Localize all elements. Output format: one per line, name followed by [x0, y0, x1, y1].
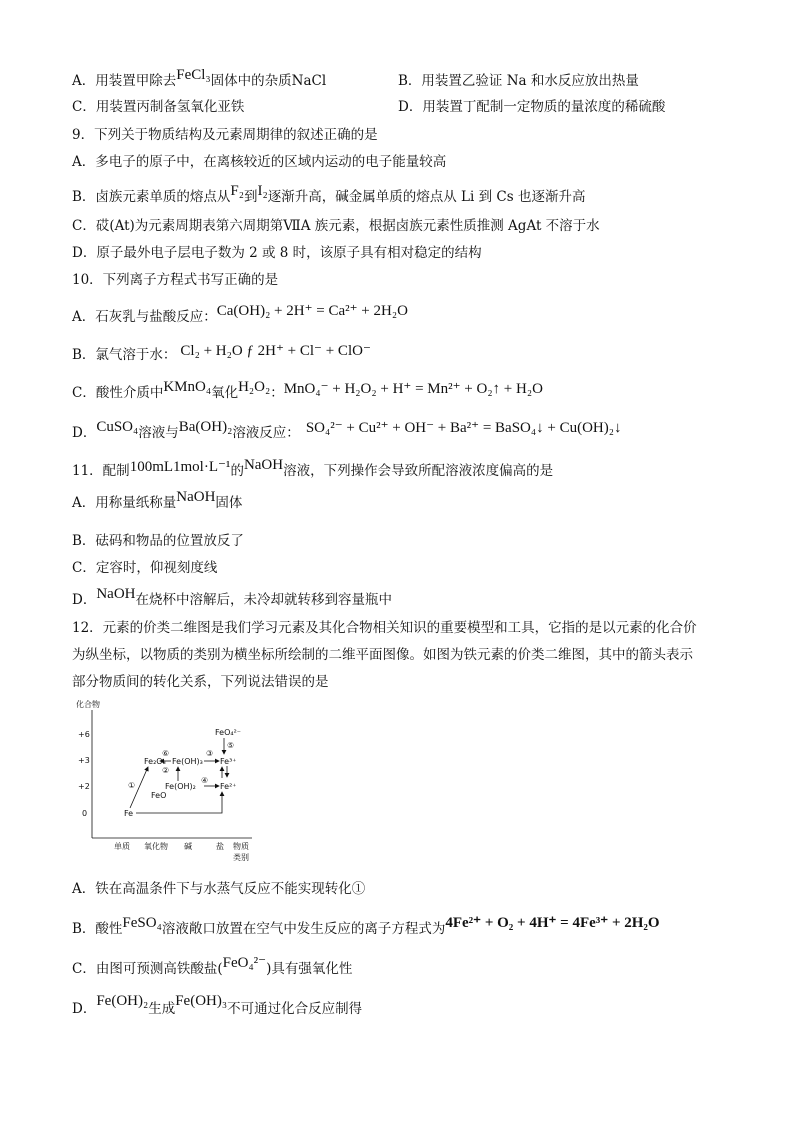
q11-option-d	[72, 586, 392, 609]
q9-b-post: 逐渐升高，碱金属单质的熔点从 Li 到 Cs 也逐渐升高	[267, 189, 586, 205]
q12-c-pre: C．由图可预测高铁酸盐(	[72, 961, 223, 977]
y-tick-plus6: +6	[78, 730, 90, 739]
x-title-2: 类别	[233, 853, 249, 862]
q9-option-b	[72, 183, 586, 206]
arrow-fe-to-fe2	[136, 792, 222, 813]
species-feo: FeO	[151, 791, 167, 800]
q10-c-mid: 氧化	[211, 385, 239, 401]
label-5: ⑤	[227, 741, 235, 750]
species-fe3: Fe³⁺	[220, 757, 237, 766]
naoh-formula: NaOH	[243, 457, 284, 473]
q10-c-pre: C．酸性介质中	[72, 385, 164, 401]
q10-option-d	[72, 419, 622, 442]
q10-d-equation: SO₄²⁻ + Cu²⁺ + OH⁻ + Ba²⁺ = BaSO₄↓ + Cu(OH)₂↓	[305, 420, 622, 436]
q8-a-post: 固体中的杂质NaCl	[210, 73, 327, 89]
feo4-formula: FeO₄²⁻	[222, 955, 267, 971]
label-6: ⑥	[162, 749, 170, 758]
fecl3-formula: FeCl₃	[176, 67, 211, 83]
q12-option-a: A．铁在高温条件下与水蒸气反应不能实现转化①	[72, 881, 366, 897]
q10-a-equation: Ca(OH)₂ + 2H⁺ = Ca²⁺ + 2H₂O	[216, 303, 408, 319]
q11-a-pre: A．用称量纸称量	[72, 495, 177, 511]
iron-valence-class-diagram	[74, 698, 264, 868]
q10-c-equation: MnO₄⁻ + H₂O₂ + H⁺ = Mn²⁺ + O₂↑ + H₂O	[283, 381, 543, 397]
q8-option-a	[72, 67, 327, 90]
q10-d-pre: D．	[72, 425, 97, 441]
q12-stem-line1: 12．元素的价类二维图是我们学习元素及其化合物相关知识的重要模型和工具，它指的是以元素的化合价	[72, 620, 697, 636]
q11-a-post: 固体	[215, 495, 243, 511]
q10-d-mid1: 溶液与	[138, 425, 179, 441]
q10-b-pre: B．氯气溶于水：	[72, 347, 177, 363]
q12-d-post: 不可通过化合反应制得	[227, 1001, 363, 1017]
feoh2-formula: Fe(OH)₂	[96, 993, 149, 1009]
q8-option-d: D．用装置丁配制一定物质的量浓度的稀硫酸	[398, 99, 666, 115]
species-fe: Fe	[124, 809, 134, 818]
x-tick-base: 碱	[184, 842, 192, 851]
y-tick-plus3: +3	[78, 756, 90, 765]
q9-b-mid: 到	[244, 189, 258, 205]
q12-stem-line3: 部分物质间的转化关系，下列说法错误的是	[72, 674, 329, 690]
q10-option-c	[72, 379, 543, 402]
y-axis-title: 化合物	[76, 700, 100, 709]
q12-stem-line2: 为纵坐标，以物质的类别为横坐标所绘制的二维平面图像。如图为铁元素的价类二维图，其中的箭头表示	[72, 647, 693, 663]
label-3: ③	[206, 749, 214, 758]
q11-stem-mid: 的	[230, 463, 244, 479]
q10-c-colon: ：	[270, 385, 284, 401]
naoh-formula: NaOH	[176, 489, 216, 505]
species-feo4: FeO₄²⁻	[215, 728, 242, 737]
baoh2-formula: Ba(OH)₂	[178, 419, 233, 435]
y-tick-0: 0	[82, 809, 88, 818]
x-tick-oxide: 氧化物	[144, 842, 168, 851]
q10-option-a	[72, 303, 408, 326]
q10-d-mid2: 溶液反应：	[232, 425, 300, 441]
q11-option-b: B．砝码和物品的位置放反了	[72, 533, 244, 549]
x-tick-salt: 盐	[216, 842, 224, 851]
q10-option-b	[72, 343, 371, 364]
i2-formula: I₂	[257, 183, 268, 199]
q9-b-pre: B．卤族元素单质的熔点从	[72, 189, 231, 205]
q8-option-b: B．用装置乙验证 Na 和水反应放出热量	[398, 73, 639, 89]
q10-a-pre: A．石灰乳与盐酸反应：	[72, 309, 217, 325]
species-fe2o3: Fe₂O₃	[144, 757, 166, 766]
q11-stem	[72, 457, 554, 480]
q11-stem-post: 溶液，下列操作会导致所配溶液浓度偏高的是	[283, 463, 554, 479]
feso4-formula: FeSO₄	[122, 915, 162, 931]
q12-d-pre: D．	[72, 1001, 97, 1017]
q9-option-d: D．原子最外电子层电子数为 2 或 8 时，该原子具有相对稳定的结构	[72, 245, 482, 261]
x-title-1: 物质	[233, 842, 249, 851]
y-tick-plus2: +2	[78, 782, 90, 791]
q9-option-a: A．多电子的原子中，在离核较近的区域内运动的电子能量较高	[72, 154, 447, 170]
q11-d-post: 在烧杯中溶解后，未冷却就转移到容量瓶中	[135, 592, 392, 608]
q9-stem: 9．下列关于物质结构及元素周期律的叙述正确的是	[72, 127, 378, 143]
q12-option-b	[72, 915, 660, 938]
q11-option-a	[72, 489, 243, 512]
q12-d-mid: 生成	[148, 1001, 176, 1017]
q12-b-mid: 溶液敞口放置在空气中发生反应的离子方程式为	[161, 921, 446, 937]
label-2: ②	[162, 766, 170, 775]
species-feoh2: Fe(OH)₂	[165, 782, 196, 791]
q10-b-equation: Cl₂ + H₂O ƒ 2H⁺ + Cl⁻ + ClO⁻	[180, 343, 371, 359]
h2o2-formula: H₂O₂	[238, 379, 271, 395]
kmno4-formula: KMnO₄	[163, 379, 212, 395]
q12-option-c	[72, 955, 353, 978]
q12-option-d	[72, 993, 363, 1018]
species-feoh3: Fe(OH)₃	[172, 757, 203, 766]
q12-b-equation: 4Fe²⁺ + O₂ + 4H⁺ = 4Fe³⁺ + 2H₂O	[445, 915, 660, 931]
q11-stem-pre: 11．配制	[72, 463, 130, 479]
q11-d-pre: D．	[72, 592, 97, 608]
q10-stem: 10．下列离子方程式书写正确的是	[72, 272, 279, 288]
feoh3-formula: Fe(OH)₃	[175, 993, 228, 1009]
x-tick-element: 单质	[114, 842, 130, 851]
q8-a-pre: A．用装置甲除去	[72, 73, 177, 89]
q12-b-pre: B．酸性	[72, 921, 123, 937]
q11-option-c: C．定容时，仰视刻度线	[72, 560, 218, 576]
naoh-formula: NaOH	[96, 586, 136, 602]
label-4: ④	[201, 776, 209, 785]
cuso4-formula: CuSO₄	[96, 419, 139, 435]
f2-formula: F₂	[230, 183, 244, 199]
q9-option-c: C．砹(At)为元素周期表第六周期第ⅦA 族元素，根据卤族元素性质推测 AgAt 不溶于水	[72, 218, 600, 234]
q12-c-post: )具有强氧化性	[266, 961, 353, 977]
species-fe2: Fe²⁺	[220, 782, 237, 791]
concentration-formula: 100mL1mol·L⁻¹	[129, 459, 231, 475]
label-1: ①	[128, 781, 136, 790]
q8-option-c: C．用装置丙制备氢氧化亚铁	[72, 99, 245, 115]
